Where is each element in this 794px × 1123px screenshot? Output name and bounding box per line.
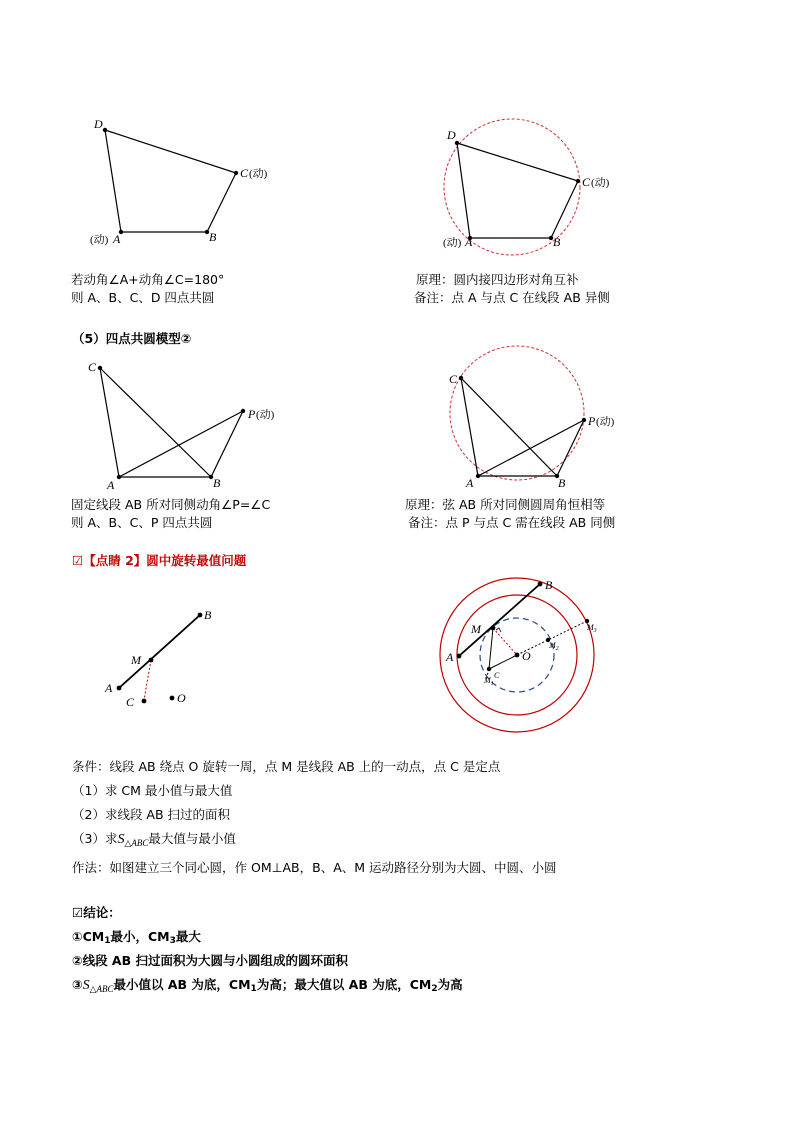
figure2-left [88, 360, 275, 492]
conclusion-3: $③S_{\triangle ABC}$最小值以 AB 为底，$CM_1$为高；最大值以 AB 为底，$CM_2$为高 [72, 977, 463, 994]
dashed-circle [450, 346, 584, 480]
checkbox-icon: ☑ [72, 553, 84, 568]
text1-left-line1: 若动角∠A+动角∠C=180° [71, 272, 225, 287]
text2-right-line2: 备注：点 P 与点 C 需在线段 AB 同侧 [408, 515, 616, 530]
label-B: B [558, 476, 566, 490]
figure1-left [90, 117, 268, 246]
conclusion-heading: ☑结论： [72, 905, 121, 920]
figure2-right [449, 346, 615, 490]
text2-left-line1: 固定线段 AB 所对同侧动角∠P=∠C [71, 497, 271, 512]
label-C-dyn: (动) [591, 177, 610, 189]
label-A: A [113, 232, 121, 246]
text2-right-line1: 原理：弦 AB 所对同侧圆周角恒相等 [405, 497, 606, 512]
point2-heading [72, 553, 246, 569]
label-P-dyn: (动) [256, 409, 275, 421]
label-D: D [94, 117, 103, 131]
label-P: P [248, 407, 256, 421]
label-A-dyn: (动) [443, 237, 462, 249]
text1-left-line2: 则 A、B、C、D 四点共圆 [71, 290, 215, 305]
label-C-dyn: (动) [249, 168, 268, 180]
label-D: D [447, 128, 456, 142]
label-C: C [449, 372, 458, 386]
label-O: O [177, 691, 186, 705]
label-B: B [204, 608, 212, 622]
question-1: （1）求 CM 最小值与最大值 [72, 783, 233, 798]
label-A: A [105, 681, 113, 695]
text1-right-line1: 原理：圆内接四边形对角互补 [416, 272, 579, 287]
section5-heading: （5）四点共圆模型② [72, 331, 192, 346]
figure3-left [104, 608, 212, 709]
label-A: A [465, 235, 473, 249]
conditions-line: 条件：线段 AB 绕点 O 旋转一周，点 M 是线段 AB 上的一动点，点 C 是定点 [72, 759, 501, 774]
label-B: B [553, 235, 561, 249]
checkbox-icon: ☑ [72, 905, 84, 920]
label-A: A [107, 478, 115, 492]
figure3-right [440, 578, 597, 732]
label-M: M [131, 653, 141, 667]
label-M: M [471, 622, 481, 636]
point2-title: 【点睛 2】圆中旋转最值问题 [83, 553, 247, 568]
question-2: （2）求线段 AB 扫过的面积 [72, 807, 231, 822]
label-C: C [126, 695, 135, 709]
label-B: B [545, 578, 553, 592]
label-C: C [494, 671, 500, 680]
label-C: C [582, 175, 591, 189]
label-O: O [522, 649, 531, 663]
text2-left-line2: 则 A、B、C、P 四点共圆 [71, 515, 213, 530]
label-P-dyn: (动) [596, 416, 615, 428]
label-C: C [88, 360, 97, 374]
label-M2: $M_2$ [549, 641, 559, 652]
label-M1: $M_1$ [484, 676, 494, 687]
label-M3: $M_3$ [587, 623, 597, 634]
label-B: B [209, 230, 217, 244]
text1-right-line2: 备注：点 A 与点 C 在线段 AB 异侧 [414, 290, 610, 305]
label-P: P [588, 414, 596, 428]
label-C: C [240, 166, 249, 180]
label-A-dyn: (动) [90, 234, 109, 246]
conclusion-2: ②线段 AB 扫过面积为大圆与小圆组成的圆环面积 [72, 953, 348, 968]
label-B: B [213, 476, 221, 490]
question-3: （3）求$S_{\triangle ABC}$最大值与最小值 [72, 831, 236, 848]
method-line: 作法：如图建立三个同心圆，作 OM⊥AB，B、A、M 运动路径分别为大圆、中圆、小圆 [72, 860, 557, 875]
label-A: A [466, 476, 474, 490]
conclusion-1: $①CM_1$最小，$CM_3$最大 [72, 929, 201, 946]
label-A: A [446, 650, 454, 664]
figure1-right [443, 119, 610, 255]
